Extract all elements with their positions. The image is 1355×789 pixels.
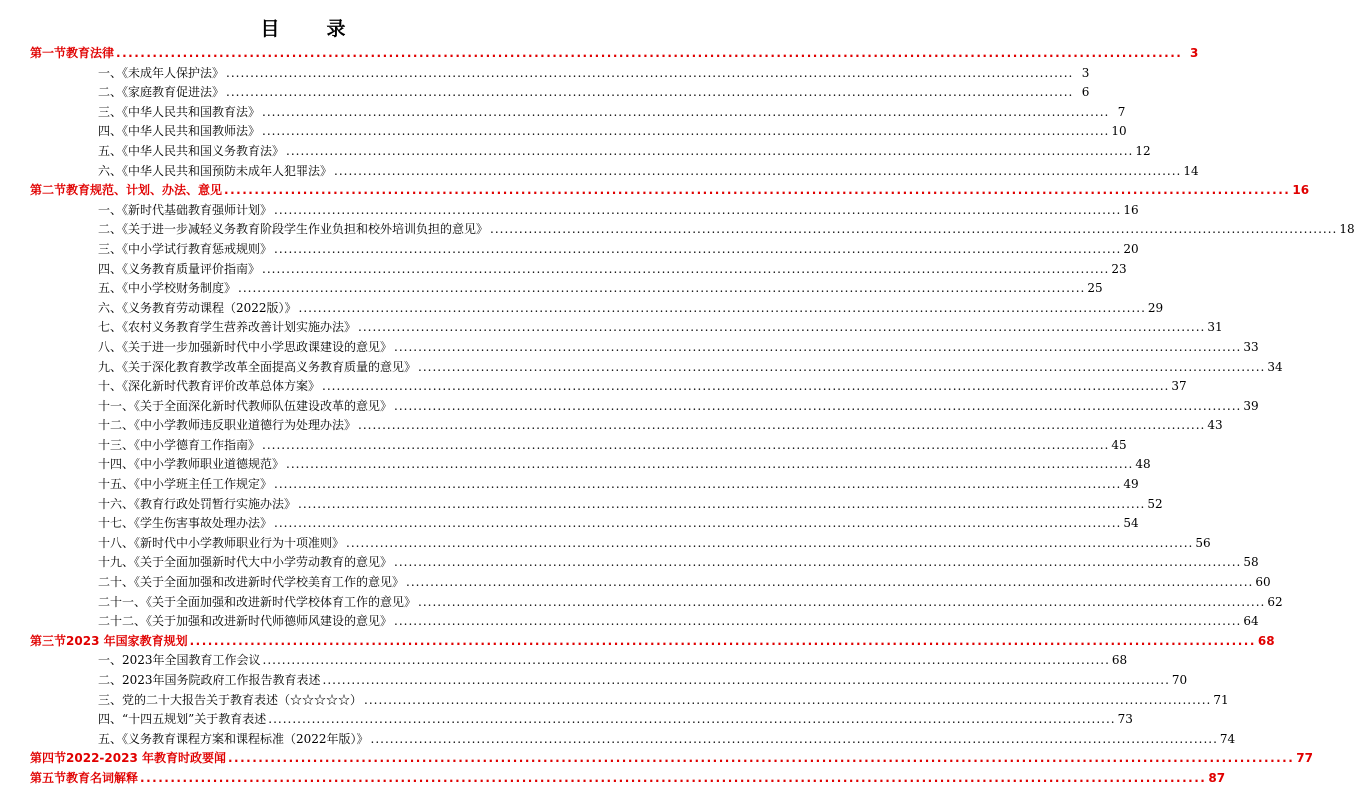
toc-item-entry[interactable] (30, 455, 1151, 475)
page-number: 68 (1257, 633, 1275, 648)
leader-dots (262, 436, 1109, 456)
page-number: 31 (1207, 320, 1223, 335)
page-number: 29 (1147, 300, 1164, 315)
toc-item-entry[interactable] (30, 651, 1128, 671)
page-number: 7 (1117, 104, 1126, 119)
leader-dots (322, 377, 1169, 397)
leader-dots (298, 495, 1145, 515)
leader-dots (226, 64, 1073, 84)
toc-item-entry[interactable] (30, 397, 1259, 417)
page-number: 10 (1111, 124, 1127, 139)
leader-dots (274, 201, 1121, 221)
toc-item-entry[interactable] (30, 553, 1259, 573)
item-title: 一、《未成年人保护法》 (98, 65, 225, 80)
toc-item-entry[interactable] (30, 299, 1164, 319)
page-title: 目 录 (260, 18, 360, 40)
section-title: 教育规范、计划、办法、意见 (66, 183, 223, 198)
page-number: 33 (1243, 339, 1259, 354)
section-number: 第二节 (30, 183, 67, 198)
leader-dots (190, 632, 1256, 652)
page-number: 87 (1208, 770, 1226, 785)
item-title: 九、《关于深化教育教学改革全面提高义务教育质量的意见》 (98, 359, 417, 374)
page-number: 70 (1171, 673, 1188, 687)
item-title: 二十二、《关于加强和改进新时代师德师风建设的意见》 (98, 614, 393, 629)
toc-item-entry[interactable] (30, 260, 1127, 280)
toc-item-entry[interactable] (30, 338, 1259, 358)
item-title: 二十一、《关于全面加强和改进新时代学校体育工作的意见》 (98, 594, 417, 609)
toc-item-entry[interactable] (30, 593, 1283, 613)
section-number: 第四节 (30, 751, 67, 766)
item-title: 二、2023年国务院政府工作报告教育表述 (98, 673, 321, 687)
leader-dots (394, 397, 1241, 417)
item-title: 五、《中华人民共和国义务教育法》 (98, 143, 285, 158)
leader-dots (286, 455, 1133, 475)
page-number: 3 (1081, 65, 1090, 80)
page-number: 16 (1292, 183, 1310, 198)
page-number: 43 (1207, 418, 1223, 433)
toc-item-entry[interactable] (30, 691, 1229, 711)
item-title: 四、“十四五规划”关于教育表述 (98, 712, 267, 727)
leader-dots (418, 358, 1265, 378)
item-title: 五、《义务教育课程方案和课程标准（2022年版）》 (98, 731, 369, 746)
toc-item-entry[interactable] (30, 730, 1236, 750)
page-number: 74 (1219, 731, 1236, 746)
leader-dots (274, 240, 1121, 260)
item-title: 十七、《学生伤害事故处理办法》 (98, 516, 273, 531)
leader-dots (334, 162, 1181, 182)
leader-dots (406, 573, 1253, 593)
item-title: 二十、《关于全面加强和改进新时代学校美育工作的意见》 (98, 575, 405, 590)
leader-dots (394, 338, 1241, 358)
toc-item-entry[interactable] (30, 436, 1127, 456)
page-number: 16 (1123, 202, 1139, 217)
section-title: 教育法律 (66, 46, 115, 60)
toc-item-entry[interactable] (30, 83, 1090, 103)
leader-dots (268, 710, 1115, 730)
page-number: 37 (1171, 379, 1187, 394)
leader-dots (394, 612, 1241, 632)
toc-item-entry[interactable] (30, 377, 1187, 397)
leader-dots (490, 220, 1337, 240)
toc-item-entry[interactable] (30, 534, 1211, 554)
page-number: 23 (1111, 261, 1127, 276)
leader-dots (262, 260, 1109, 280)
item-title: 一、2023年全国教育工作会议 (98, 653, 261, 668)
page-number: 60 (1255, 575, 1271, 590)
section-title: 教育名词解释 (66, 770, 139, 785)
item-title: 十八、《新时代中小学教师职业行为十项准则》 (98, 535, 345, 550)
toc-item-entry[interactable] (30, 201, 1139, 221)
item-title: 十九、《关于全面加强新时代大中小学劳动教育的意见》 (98, 555, 393, 570)
toc-section-entry[interactable] (30, 749, 1313, 769)
leader-dots (286, 142, 1133, 162)
toc-section-entry[interactable] (30, 769, 1226, 789)
toc-item-entry[interactable] (30, 122, 1127, 142)
toc-item-entry[interactable] (30, 671, 1188, 691)
leader-dots (299, 299, 1146, 319)
section-number: 第一节 (30, 46, 67, 60)
page-number: 49 (1123, 477, 1139, 492)
toc-section-entry[interactable] (30, 181, 1310, 201)
toc-item-entry[interactable] (30, 495, 1163, 515)
item-title: 六、《中华人民共和国预防未成年人犯罪法》 (98, 163, 333, 178)
leader-dots (224, 181, 1290, 201)
leader-dots (140, 769, 1206, 789)
toc-section-entry[interactable] (30, 632, 1275, 652)
item-title: 五、《中小学校财务制度》 (98, 281, 237, 296)
page-number: 12 (1135, 143, 1151, 158)
toc-item-entry[interactable] (30, 142, 1151, 162)
leader-dots (358, 318, 1205, 338)
item-title: 一、《新时代基础教育强师计划》 (98, 202, 273, 217)
leader-dots (274, 514, 1121, 534)
leader-dots (394, 553, 1241, 573)
item-title: 七、《农村义务教育学生营养改善计划实施办法》 (98, 320, 357, 335)
item-title: 十三、《中小学德育工作指南》 (98, 437, 261, 452)
item-title: 十四、《中小学教师职业道德规范》 (98, 457, 285, 472)
section-number: 第五节 (30, 770, 67, 785)
item-title: 十六、《教育行政处罚暂行实施办法》 (98, 496, 297, 511)
page-number: 71 (1213, 692, 1229, 707)
toc-item-entry[interactable] (30, 358, 1283, 378)
leader-dots (238, 279, 1085, 299)
leader-dots (263, 651, 1110, 671)
page-number: 25 (1087, 281, 1103, 296)
toc-item-entry[interactable] (30, 416, 1223, 436)
toc-item-entry[interactable] (30, 514, 1139, 534)
page-number: 54 (1123, 516, 1139, 531)
page-number: 73 (1117, 712, 1133, 727)
item-title: 二、《家庭教育促进法》 (98, 85, 225, 100)
item-title: 三、《中华人民共和国教育法》 (98, 104, 261, 119)
item-title: 六、《义务教育劳动课程（2022版）》 (98, 300, 297, 315)
page-number: 14 (1183, 163, 1199, 178)
page-number: 3 (1189, 46, 1199, 60)
page-number: 77 (1296, 751, 1313, 766)
item-title: 十一、《关于全面深化新时代教师队伍建设改革的意见》 (98, 398, 393, 413)
page-number: 45 (1111, 437, 1127, 452)
item-title: 十五、《中小学班主任工作规定》 (98, 477, 273, 492)
toc-item-entry[interactable] (30, 103, 1126, 123)
item-title: 十、《深化新时代教育评价改革总体方案》 (98, 379, 321, 394)
page-number: 34 (1267, 359, 1283, 374)
leader-dots (364, 691, 1211, 711)
leader-dots (274, 475, 1121, 495)
page-number: 64 (1243, 614, 1259, 629)
toc-item-entry[interactable] (30, 612, 1259, 632)
page-number: 48 (1135, 457, 1151, 472)
toc-item-entry[interactable] (30, 475, 1139, 495)
toc-item-entry[interactable] (30, 220, 1355, 240)
item-title: 三、党的二十大报告关于教育表述（☆☆☆☆☆） (98, 692, 363, 707)
leader-dots (226, 83, 1073, 103)
item-title: 四、《义务教育质量评价指南》 (98, 261, 261, 276)
toc-item-entry[interactable] (30, 710, 1133, 730)
section-number: 第三节 (30, 633, 67, 648)
page-number: 62 (1267, 594, 1283, 609)
leader-dots (262, 122, 1109, 142)
toc-item-entry[interactable] (30, 162, 1199, 182)
item-title: 八、《关于进一步加强新时代中小学思政课建设的意见》 (98, 339, 393, 354)
leader-dots (116, 44, 1182, 64)
leader-dots (346, 534, 1193, 554)
toc-item-entry[interactable] (30, 279, 1103, 299)
toc-item-entry[interactable] (30, 318, 1223, 338)
toc-item-entry[interactable] (30, 573, 1271, 593)
leader-dots (228, 749, 1294, 769)
toc-section-entry[interactable] (30, 44, 1199, 64)
item-title: 四、《中华人民共和国教师法》 (98, 124, 261, 139)
item-title: 二、《关于进一步减轻义务教育阶段学生作业负担和校外培训负担的意见》 (98, 222, 489, 237)
section-title: 2023 年国家教育规划 (66, 633, 188, 648)
toc-item-entry[interactable] (30, 64, 1090, 84)
leader-dots (418, 593, 1265, 613)
leader-dots (358, 416, 1205, 436)
page-number: 6 (1081, 85, 1090, 100)
page-number: 39 (1243, 398, 1259, 413)
page-number: 58 (1243, 555, 1259, 570)
leader-dots (371, 730, 1218, 750)
page-number: 18 (1339, 222, 1355, 237)
item-title: 三、《中小学试行教育惩戒规则》 (98, 241, 273, 256)
page-number: 52 (1147, 496, 1163, 511)
page-number: 68 (1111, 653, 1128, 668)
section-title: 2022-2023 年教育时政要闻 (66, 751, 226, 766)
item-title: 十二、《中小学教师违反职业道德行为处理办法》 (98, 418, 357, 433)
page-number: 56 (1195, 535, 1211, 550)
leader-dots (262, 103, 1109, 123)
toc-item-entry[interactable] (30, 240, 1139, 260)
table-of-contents (30, 44, 1355, 789)
leader-dots (323, 671, 1170, 691)
page-number: 20 (1123, 241, 1139, 256)
